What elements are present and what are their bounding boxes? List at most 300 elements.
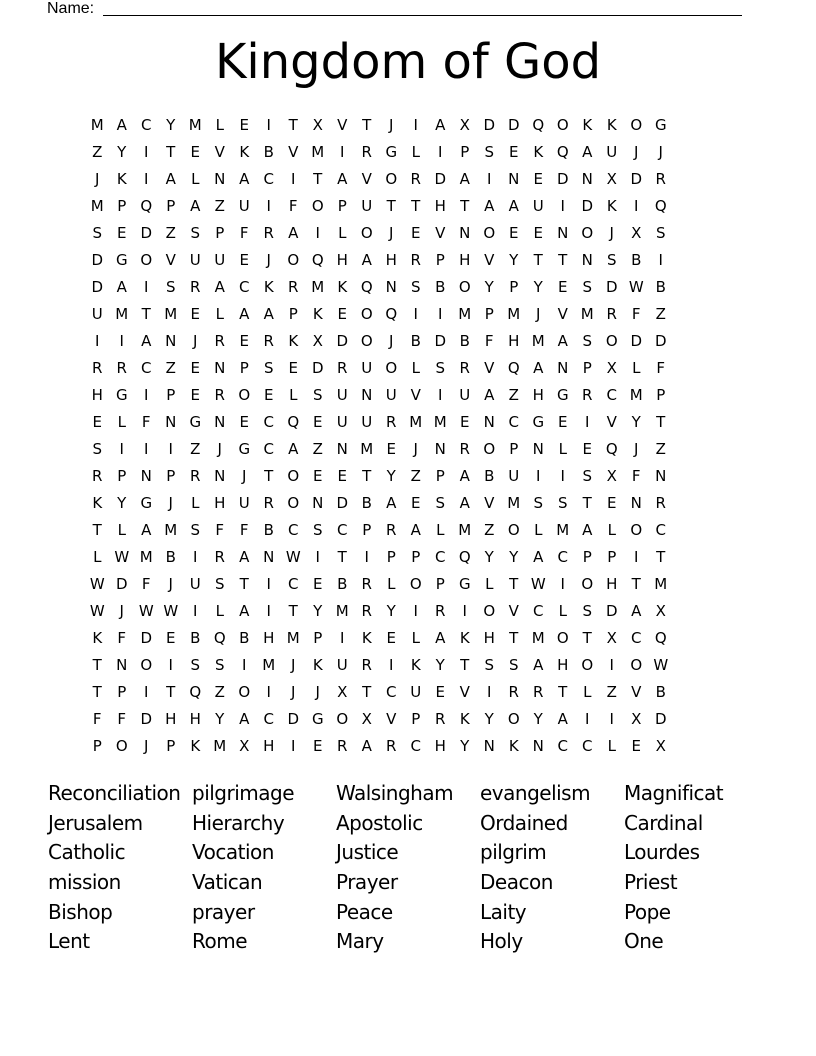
grid-letter[interactable]: D [605,602,618,620]
grid-letter[interactable]: N [483,413,495,431]
grid-letter[interactable]: O [458,278,471,296]
grid-letter[interactable]: O [140,251,153,269]
grid-letter[interactable]: B [263,143,274,161]
grid-letter[interactable]: P [166,386,176,404]
grid-letter[interactable]: K [312,656,323,674]
grid-letter[interactable]: T [533,251,543,269]
grid-letter[interactable]: R [361,575,372,593]
grid-letter[interactable]: H [606,575,618,593]
grid-letter[interactable]: U [410,683,422,701]
grid-letter[interactable]: J [389,332,394,350]
grid-letter[interactable]: I [266,116,271,134]
grid-letter[interactable]: Z [655,305,666,323]
grid-letter[interactable]: H [91,386,103,404]
grid-letter[interactable]: I [658,251,663,269]
grid-letter[interactable]: X [312,116,323,134]
grid-letter[interactable]: I [266,197,271,215]
grid-letter[interactable]: W [653,656,669,674]
grid-letter[interactable]: L [191,494,200,512]
grid-letter[interactable]: P [362,521,372,539]
grid-letter[interactable]: I [413,116,418,134]
grid-letter[interactable]: A [533,548,544,566]
grid-letter[interactable]: B [484,467,495,485]
grid-letter[interactable]: U [238,494,250,512]
grid-letter[interactable]: I [168,440,173,458]
grid-letter[interactable]: W [285,548,301,566]
grid-letter[interactable]: I [144,170,149,188]
grid-letter[interactable]: I [413,602,418,620]
grid-letter[interactable]: O [385,359,398,377]
grid-letter[interactable]: R [361,656,372,674]
grid-letter[interactable]: S [92,440,103,458]
grid-letter[interactable]: E [337,467,347,485]
grid-letter[interactable]: R [606,305,617,323]
grid-letter[interactable]: P [509,440,519,458]
grid-letter[interactable]: M [90,116,104,134]
grid-letter[interactable]: J [217,440,222,458]
grid-letter[interactable]: K [459,629,470,647]
grid-letter[interactable]: I [266,602,271,620]
grid-letter[interactable]: M [139,548,153,566]
grid-letter[interactable]: R [386,737,397,755]
grid-letter[interactable]: W [138,602,154,620]
grid-letter[interactable]: Y [386,467,396,485]
grid-letter[interactable]: L [583,683,592,701]
grid-letter[interactable]: K [92,629,103,647]
grid-letter[interactable]: C [263,170,274,188]
grid-letter[interactable]: M [531,332,545,350]
grid-letter[interactable]: J [658,143,663,161]
grid-letter[interactable]: X [655,737,666,755]
grid-letter[interactable]: A [214,278,225,296]
grid-letter[interactable]: H [189,710,201,728]
grid-letter[interactable]: G [654,116,667,134]
grid-letter[interactable]: C [141,116,152,134]
grid-letter[interactable]: R [116,359,127,377]
grid-letter[interactable]: V [361,170,372,188]
grid-letter[interactable]: T [166,683,176,701]
grid-letter[interactable]: U [361,413,373,431]
grid-letter[interactable]: E [239,116,249,134]
grid-letter[interactable]: N [385,278,397,296]
grid-letter[interactable]: M [115,305,129,323]
grid-letter[interactable]: M [507,305,521,323]
grid-letter[interactable]: J [315,683,320,701]
grid-letter[interactable]: M [262,656,276,674]
grid-letter[interactable]: O [287,494,300,512]
grid-letter[interactable]: K [92,494,103,512]
grid-letter[interactable]: Y [509,548,519,566]
grid-letter[interactable]: T [288,602,298,620]
grid-letter[interactable]: N [214,413,226,431]
grid-letter[interactable]: N [532,737,544,755]
grid-letter[interactable]: L [387,575,396,593]
grid-letter[interactable]: R [92,467,103,485]
grid-letter[interactable]: I [291,170,296,188]
grid-letter[interactable]: B [190,629,201,647]
grid-letter[interactable]: U [336,386,348,404]
grid-letter[interactable]: A [239,548,250,566]
grid-letter[interactable]: H [508,332,520,350]
grid-letter[interactable]: T [411,197,421,215]
grid-letter[interactable]: T [166,143,176,161]
grid-letter[interactable]: S [582,332,593,350]
grid-letter[interactable]: E [533,170,543,188]
grid-letter[interactable]: A [288,440,299,458]
grid-letter[interactable]: N [557,224,569,242]
grid-letter[interactable]: R [263,332,274,350]
grid-letter[interactable]: J [634,143,639,161]
grid-letter[interactable]: A [508,197,519,215]
grid-letter[interactable]: I [315,224,320,242]
grid-letter[interactable]: B [655,683,666,701]
grid-letter[interactable]: A [459,494,470,512]
grid-letter[interactable]: G [458,575,471,593]
grid-letter[interactable]: N [165,332,177,350]
grid-letter[interactable]: Y [215,710,225,728]
grid-letter[interactable]: I [634,197,639,215]
grid-letter[interactable]: M [580,305,594,323]
grid-letter[interactable]: U [459,386,471,404]
grid-letter[interactable]: C [239,278,250,296]
grid-letter[interactable]: I [438,386,443,404]
grid-letter[interactable]: T [558,251,568,269]
grid-letter[interactable]: F [631,467,641,485]
grid-letter[interactable]: H [165,710,177,728]
grid-letter[interactable]: C [582,737,593,755]
grid-letter[interactable]: N [214,467,226,485]
grid-letter[interactable]: Z [484,521,495,539]
grid-letter[interactable]: N [263,548,275,566]
grid-letter[interactable]: P [411,710,421,728]
grid-letter[interactable]: E [190,143,200,161]
grid-letter[interactable]: I [168,656,173,674]
grid-letter[interactable]: V [484,251,495,269]
grid-letter[interactable]: O [483,440,496,458]
grid-letter[interactable]: S [582,602,593,620]
grid-letter[interactable]: M [654,575,668,593]
grid-letter[interactable]: X [631,710,642,728]
grid-letter[interactable]: I [95,332,100,350]
grid-letter[interactable]: B [459,332,470,350]
grid-letter[interactable]: E [117,224,127,242]
grid-letter[interactable]: E [607,494,617,512]
grid-letter[interactable]: O [483,602,496,620]
grid-letter[interactable]: C [435,548,446,566]
grid-letter[interactable]: F [117,629,127,647]
grid-letter[interactable]: F [141,413,151,431]
grid-letter[interactable]: L [411,359,420,377]
grid-letter[interactable]: E [313,575,323,593]
grid-letter[interactable]: F [656,359,666,377]
grid-letter[interactable]: A [557,332,568,350]
grid-letter[interactable]: E [509,143,519,161]
grid-letter[interactable]: X [337,683,348,701]
grid-letter[interactable]: E [288,359,298,377]
grid-letter[interactable]: I [438,143,443,161]
grid-letter[interactable]: A [239,602,250,620]
grid-letter[interactable]: N [116,656,128,674]
grid-letter[interactable]: A [557,710,568,728]
grid-letter[interactable]: X [361,710,372,728]
grid-letter[interactable]: S [312,521,323,539]
grid-letter[interactable]: O [630,116,643,134]
grid-letter[interactable]: Q [311,251,324,269]
grid-letter[interactable]: I [266,683,271,701]
grid-letter[interactable]: G [532,413,545,431]
grid-letter[interactable]: Z [508,386,519,404]
grid-letter[interactable]: I [634,548,639,566]
grid-letter[interactable]: S [165,278,176,296]
grid-letter[interactable]: D [654,332,667,350]
grid-letter[interactable]: V [508,602,519,620]
grid-letter[interactable]: D [654,710,667,728]
grid-letter[interactable]: B [239,629,250,647]
grid-letter[interactable]: F [288,197,298,215]
grid-letter[interactable]: H [336,251,348,269]
grid-letter[interactable]: L [485,575,494,593]
grid-letter[interactable]: J [266,251,271,269]
grid-letter[interactable]: H [385,251,397,269]
grid-letter[interactable]: K [410,656,421,674]
grid-letter[interactable]: O [140,656,153,674]
grid-letter[interactable]: T [460,656,470,674]
grid-letter[interactable]: P [656,386,666,404]
grid-letter[interactable]: D [336,332,349,350]
grid-letter[interactable]: D [115,575,128,593]
grid-letter[interactable]: O [287,251,300,269]
grid-letter[interactable]: J [119,602,124,620]
grid-letter[interactable]: Q [287,413,300,431]
grid-letter[interactable]: P [166,467,176,485]
grid-letter[interactable]: R [435,602,446,620]
grid-letter[interactable]: O [507,710,520,728]
grid-letter[interactable]: L [607,521,616,539]
grid-letter[interactable]: L [215,602,224,620]
grid-letter[interactable]: U [508,467,520,485]
grid-letter[interactable]: R [655,170,666,188]
grid-letter[interactable]: N [581,251,593,269]
grid-letter[interactable]: E [190,359,200,377]
grid-letter[interactable]: N [361,386,373,404]
grid-letter[interactable]: R [263,224,274,242]
grid-letter[interactable]: M [556,521,570,539]
grid-letter[interactable]: A [435,116,446,134]
grid-letter[interactable]: A [239,305,250,323]
grid-letter[interactable]: S [484,143,495,161]
grid-letter[interactable]: C [557,548,568,566]
grid-letter[interactable]: H [434,197,446,215]
grid-letter[interactable]: Q [532,116,545,134]
grid-letter[interactable]: R [214,332,225,350]
grid-letter[interactable]: R [361,602,372,620]
grid-letter[interactable]: L [289,386,298,404]
grid-letter[interactable]: X [655,602,666,620]
grid-letter[interactable]: Y [533,278,543,296]
grid-letter[interactable]: T [362,467,372,485]
grid-letter[interactable]: T [288,116,298,134]
grid-letter[interactable]: U [336,656,348,674]
grid-letter[interactable]: F [484,332,494,350]
grid-letter[interactable]: N [214,170,226,188]
grid-letter[interactable]: J [168,575,173,593]
grid-letter[interactable]: X [606,629,617,647]
grid-letter[interactable]: A [190,197,201,215]
grid-letter[interactable]: H [532,386,544,404]
grid-letter[interactable]: D [91,278,104,296]
grid-letter[interactable]: O [581,656,594,674]
grid-letter[interactable]: W [163,602,179,620]
grid-letter[interactable]: S [435,359,446,377]
grid-letter[interactable]: O [385,170,398,188]
grid-letter[interactable]: P [582,548,592,566]
grid-letter[interactable]: R [214,386,225,404]
grid-letter[interactable]: N [655,467,667,485]
grid-letter[interactable]: J [389,224,394,242]
grid-letter[interactable]: I [462,602,467,620]
grid-letter[interactable]: I [560,575,565,593]
grid-letter[interactable]: T [92,683,102,701]
grid-letter[interactable]: K [263,278,274,296]
grid-letter[interactable]: Q [654,197,667,215]
grid-letter[interactable]: U [238,197,250,215]
grid-letter[interactable]: F [117,710,127,728]
grid-letter[interactable]: Z [92,143,103,161]
grid-letter[interactable]: T [631,575,641,593]
grid-letter[interactable]: N [312,494,324,512]
grid-letter[interactable]: E [509,224,519,242]
grid-letter[interactable]: L [436,521,445,539]
grid-letter[interactable]: I [315,548,320,566]
grid-letter[interactable]: I [389,656,394,674]
grid-letter[interactable]: A [239,710,250,728]
grid-letter[interactable]: T [362,116,372,134]
grid-letter[interactable]: A [239,170,250,188]
grid-letter[interactable]: I [193,548,198,566]
grid-letter[interactable]: S [655,224,666,242]
grid-letter[interactable]: O [556,629,569,647]
grid-letter[interactable]: P [117,197,127,215]
grid-letter[interactable]: Q [556,143,569,161]
grid-letter[interactable]: G [238,440,251,458]
grid-letter[interactable]: K [337,278,348,296]
grid-letter[interactable]: Y [631,413,641,431]
grid-letter[interactable]: R [410,170,421,188]
grid-letter[interactable]: D [556,170,569,188]
grid-letter[interactable]: Z [410,467,421,485]
grid-letter[interactable]: Y [117,143,127,161]
grid-letter[interactable]: U [91,305,103,323]
grid-letter[interactable]: V [606,413,617,431]
grid-letter[interactable]: F [239,224,249,242]
grid-letter[interactable]: I [144,278,149,296]
grid-letter[interactable]: E [558,278,568,296]
grid-letter[interactable]: I [585,413,590,431]
grid-letter[interactable]: A [337,170,348,188]
grid-letter[interactable]: T [92,521,102,539]
grid-letter[interactable]: Q [507,359,520,377]
grid-letter[interactable]: A [631,602,642,620]
grid-letter[interactable]: M [458,521,472,539]
grid-letter[interactable]: M [213,737,227,755]
grid-letter[interactable]: V [386,710,397,728]
grid-letter[interactable]: M [90,197,104,215]
grid-letter[interactable]: H [263,737,275,755]
grid-letter[interactable]: B [435,278,446,296]
grid-letter[interactable]: S [190,521,201,539]
grid-letter[interactable]: R [263,494,274,512]
grid-letter[interactable]: A [116,278,127,296]
grid-letter[interactable]: S [435,494,446,512]
grid-letter[interactable]: W [89,602,105,620]
grid-letter[interactable]: J [168,494,173,512]
grid-letter[interactable]: H [263,629,275,647]
grid-letter[interactable]: F [215,521,225,539]
grid-letter[interactable]: X [606,359,617,377]
grid-letter[interactable]: R [459,359,470,377]
grid-letter[interactable]: W [89,575,105,593]
grid-letter[interactable]: O [115,737,128,755]
grid-letter[interactable]: P [411,548,421,566]
grid-letter[interactable]: P [460,143,470,161]
grid-letter[interactable]: I [340,143,345,161]
grid-letter[interactable]: I [609,656,614,674]
grid-letter[interactable]: T [509,575,519,593]
grid-letter[interactable]: Y [435,656,445,674]
grid-letter[interactable]: Y [484,278,494,296]
grid-letter[interactable]: M [531,629,545,647]
grid-letter[interactable]: L [93,548,102,566]
grid-letter[interactable]: I [119,332,124,350]
grid-letter[interactable]: I [144,683,149,701]
grid-letter[interactable]: Y [460,737,470,755]
grid-letter[interactable]: W [114,548,130,566]
grid-letter[interactable]: K [116,170,127,188]
grid-letter[interactable]: H [483,629,495,647]
grid-letter[interactable]: D [140,224,153,242]
grid-letter[interactable]: Y [533,710,543,728]
grid-letter[interactable]: O [311,197,324,215]
grid-letter[interactable]: Q [213,629,226,647]
grid-letter[interactable]: O [287,467,300,485]
grid-letter[interactable]: E [631,737,641,755]
grid-letter[interactable]: C [141,359,152,377]
grid-letter[interactable]: E [411,494,421,512]
grid-letter[interactable]: N [532,440,544,458]
grid-letter[interactable]: R [214,548,225,566]
grid-letter[interactable]: O [409,575,422,593]
grid-letter[interactable]: L [215,116,224,134]
grid-letter[interactable]: E [239,332,249,350]
grid-letter[interactable]: P [215,224,225,242]
grid-letter[interactable]: X [631,224,642,242]
grid-letter[interactable]: B [655,278,666,296]
grid-letter[interactable]: K [459,710,470,728]
grid-letter[interactable]: V [557,305,568,323]
grid-letter[interactable]: O [336,710,349,728]
grid-letter[interactable]: E [190,386,200,404]
grid-letter[interactable]: T [141,305,151,323]
grid-letter[interactable]: R [655,494,666,512]
grid-letter[interactable]: Z [214,197,225,215]
grid-letter[interactable]: C [263,710,274,728]
grid-letter[interactable]: K [239,143,250,161]
grid-letter[interactable]: P [117,467,127,485]
grid-letter[interactable]: Y [509,251,519,269]
grid-letter[interactable]: Z [165,224,176,242]
grid-letter[interactable]: T [386,197,396,215]
grid-letter[interactable]: L [338,224,347,242]
